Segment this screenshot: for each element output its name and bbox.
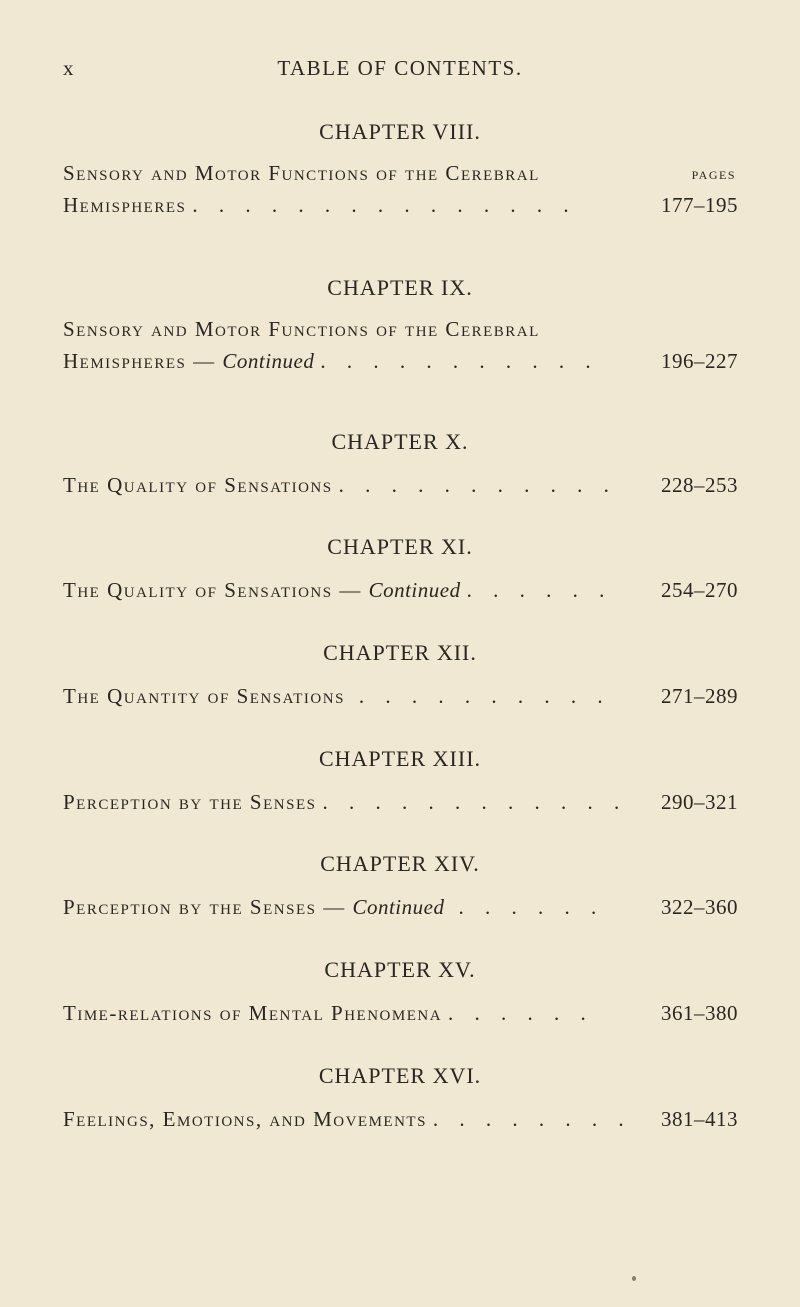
toc-chapter-xii [0, 638, 800, 712]
chapter-subject: Hemispheres [63, 193, 187, 217]
toc-entry-line [0, 313, 800, 345]
page-range: 228–253 [661, 473, 738, 497]
toc-entry-line [0, 157, 800, 189]
chapter-subject: Hemispheres — [63, 349, 223, 373]
chapter-heading: CHAPTER XV. [324, 957, 476, 982]
leader-dots: . . . . . . . . . . . [338, 473, 617, 497]
leader-dots: . . . . . . [448, 1001, 594, 1025]
chapter-heading: CHAPTER XIV. [320, 851, 480, 876]
toc-entry-line [0, 469, 800, 501]
page-range: 381–413 [661, 1107, 738, 1131]
toc-chapter-xiv [0, 849, 800, 923]
toc-entry-line [0, 345, 800, 377]
page-range: 361–380 [661, 1001, 738, 1025]
pages-column-label: PAGES [691, 168, 736, 182]
chapter-subject: Sensory and Motor Functions of the Cerebral [63, 317, 540, 341]
leader-dots: . . . . . . . . . . . . [322, 790, 628, 814]
chapter-heading: CHAPTER XII. [323, 640, 477, 665]
page-range: 254–270 [661, 578, 738, 602]
chapter-subject: Perception by the Senses [63, 790, 317, 814]
chapter-subject: Perception by the Senses — [63, 895, 353, 919]
chapter-heading: CHAPTER X. [331, 429, 469, 454]
toc-chapter-xiii [0, 744, 800, 818]
page-range: 290–321 [661, 790, 738, 814]
leader-dots: . . . . . . [458, 895, 605, 919]
page-range: 177–195 [661, 193, 738, 217]
chapter-heading: CHAPTER IX. [327, 275, 473, 300]
toc-entry-line [0, 891, 800, 923]
toc-chapter-xi [0, 532, 800, 606]
leader-dots: . . . . . . . . . . . [320, 349, 599, 373]
chapter-subject: The Quality of Sensations [63, 473, 333, 497]
continued-label: Continued [352, 895, 445, 919]
toc-chapter-xvi [0, 1061, 800, 1135]
running-title: TABLE OF CONTENTS. [277, 56, 523, 80]
toc-chapter-x [0, 427, 800, 501]
chapter-subject: Time-relations of Mental Phenomena [63, 1001, 443, 1025]
leader-dots: . . . . . . . . . . [358, 684, 611, 708]
toc-entry-line [0, 189, 800, 221]
continued-label: Continued [222, 349, 315, 373]
paper-speck [632, 1276, 636, 1281]
chapter-heading: CHAPTER XVI. [318, 1063, 482, 1088]
page-range: 322–360 [661, 895, 738, 919]
toc-chapter-ix [0, 273, 800, 377]
chapter-heading: CHAPTER XI. [327, 534, 473, 559]
page-range: 271–289 [661, 684, 738, 708]
toc-entry-line [0, 786, 800, 818]
toc-entry-line [0, 1103, 800, 1135]
chapter-heading: CHAPTER VIII. [319, 119, 481, 144]
toc-entry-line [0, 574, 800, 606]
chapter-heading: CHAPTER XIII. [318, 746, 482, 771]
toc-entry-line [0, 680, 800, 712]
page-number: x [63, 56, 75, 80]
leader-dots: . . . . . . . . [432, 1107, 632, 1131]
toc-entry-line [0, 997, 800, 1029]
chapter-subject: Feelings, Emotions, and Movements [63, 1107, 427, 1131]
chapter-subject: Sensory and Motor Functions of the Cerebral [63, 161, 540, 185]
page-header [0, 56, 800, 86]
chapter-subject: The Quality of Sensations — [63, 578, 369, 602]
continued-label: Continued [368, 578, 461, 602]
toc-chapter-xv [0, 955, 800, 1029]
leader-dots: . . . . . . . . . . . . . . . [192, 193, 577, 217]
chapter-subject: The Quantity of Sensations [63, 684, 345, 708]
toc-chapter-viii [0, 117, 800, 221]
page-range: 196–227 [661, 349, 738, 373]
leader-dots: . . . . . . [466, 578, 613, 602]
